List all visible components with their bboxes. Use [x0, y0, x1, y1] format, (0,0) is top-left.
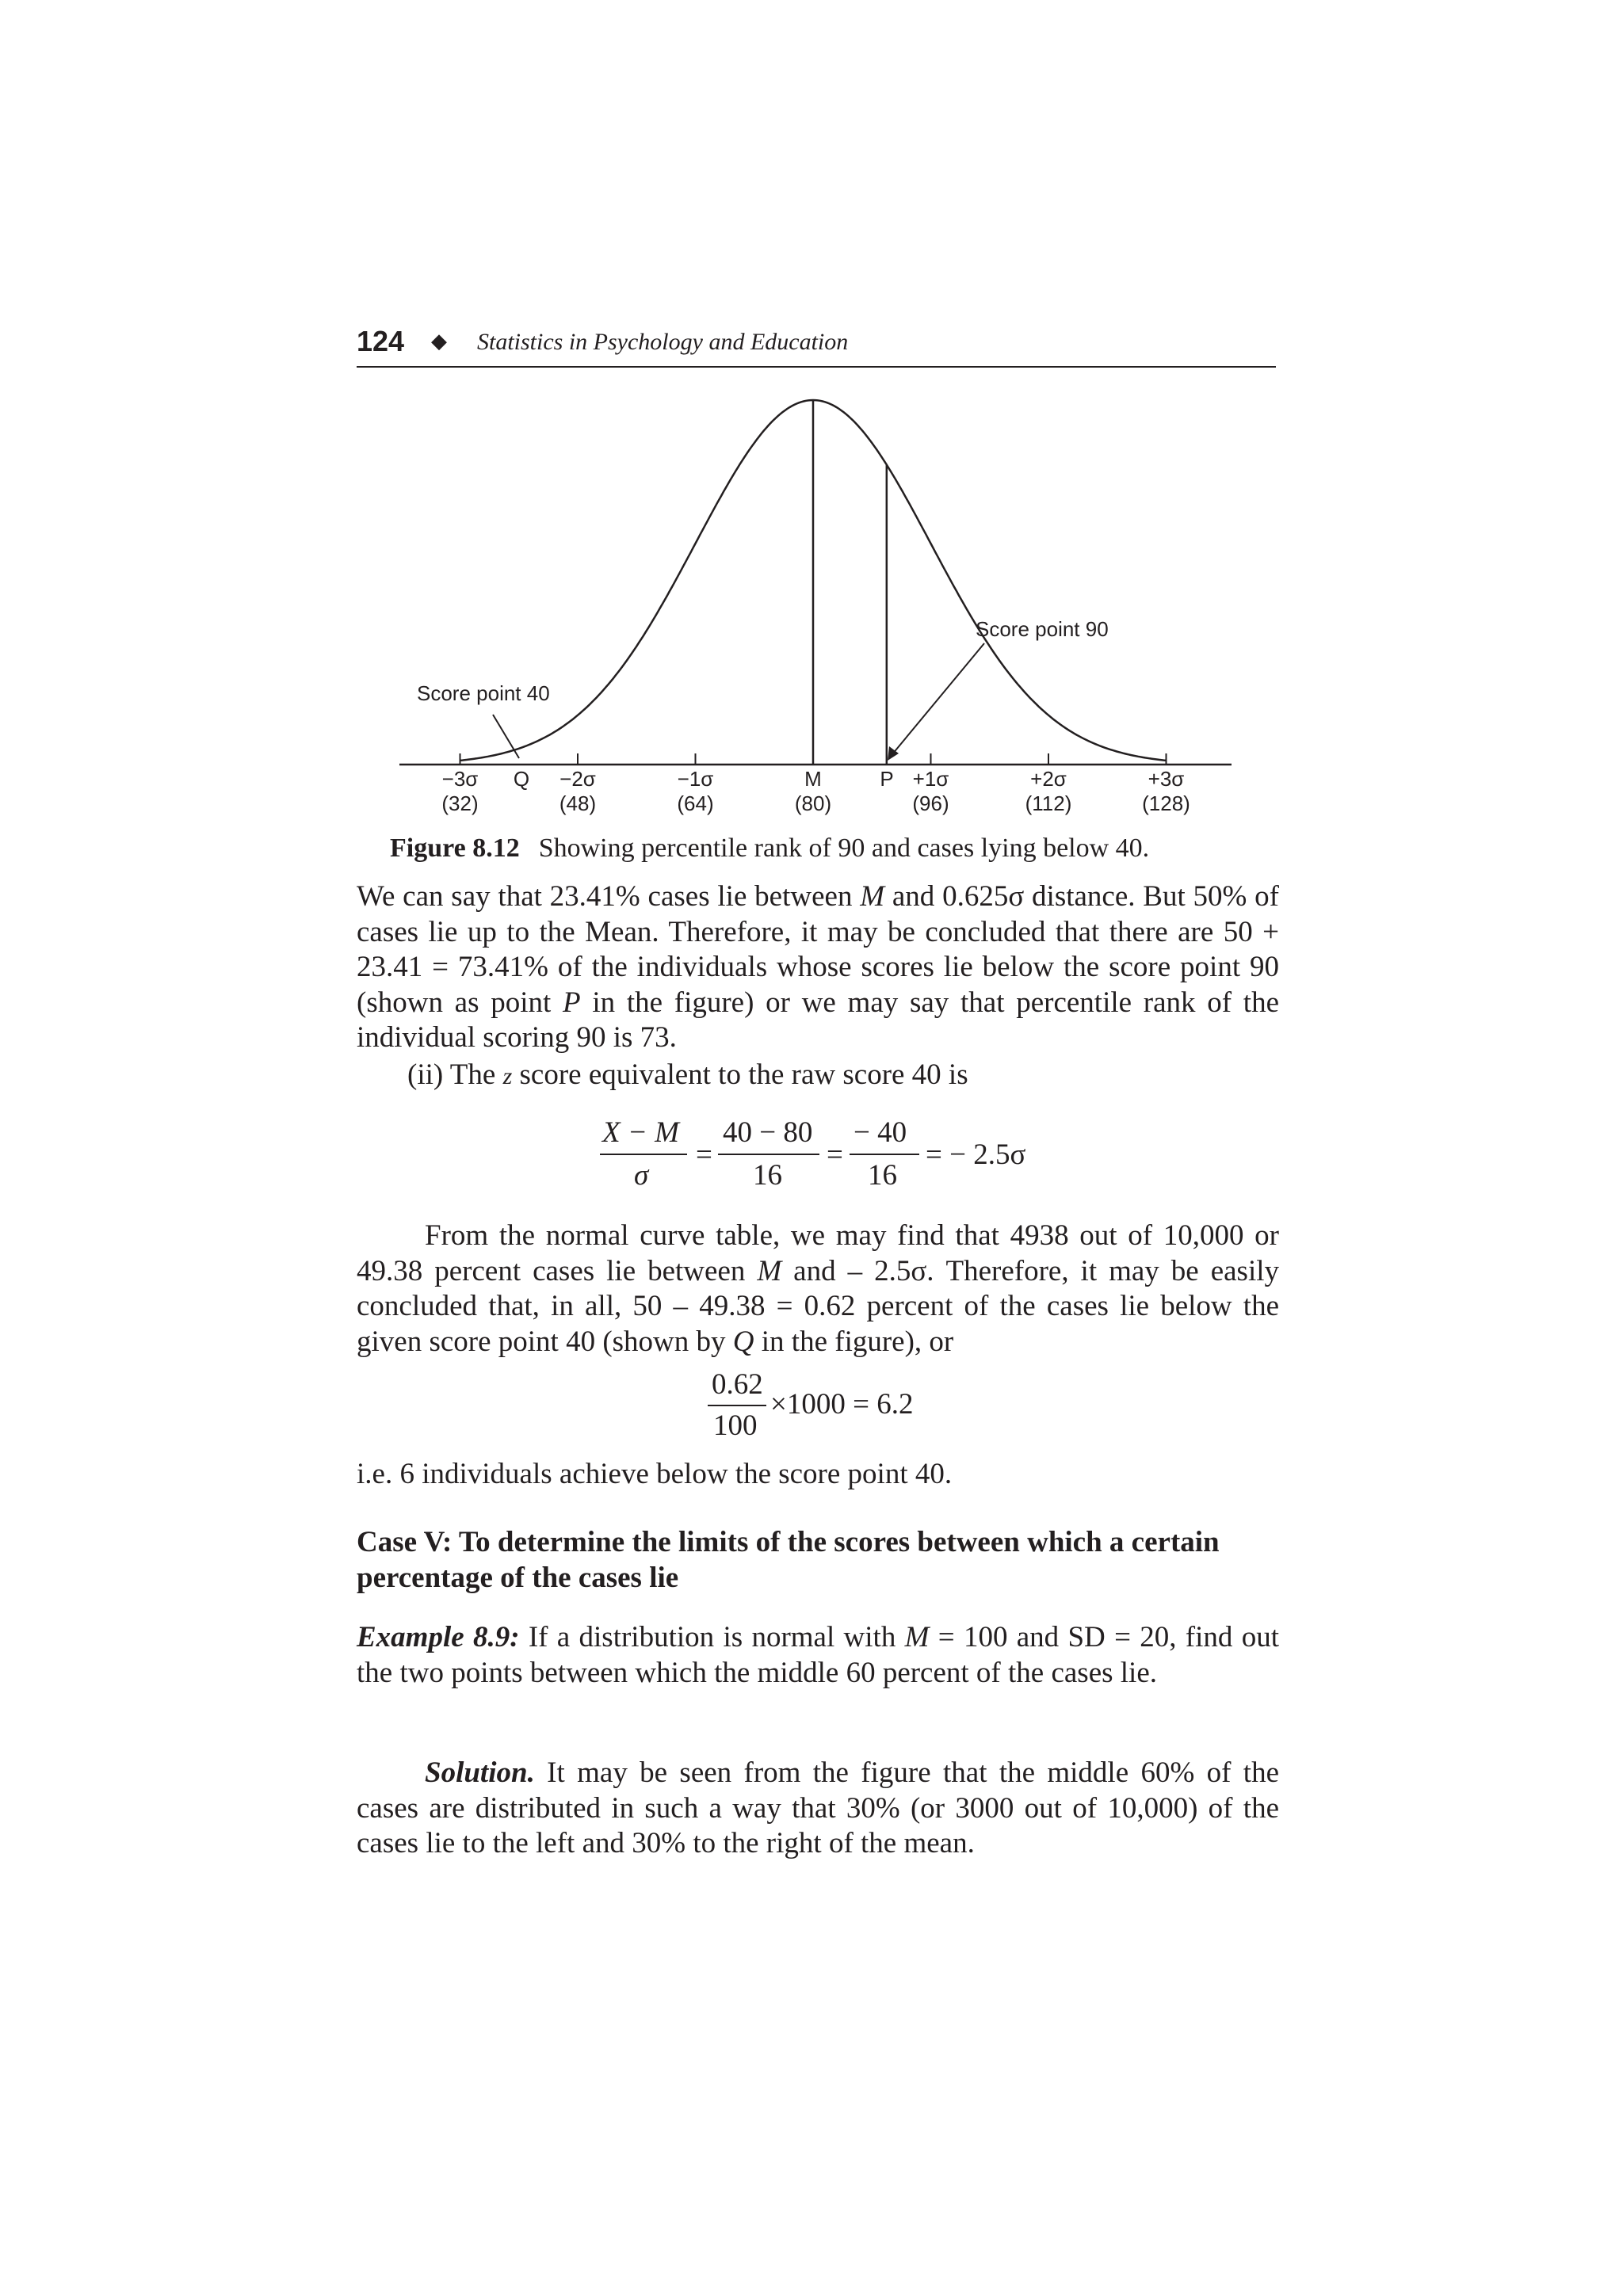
fraction-bar [708, 1405, 766, 1406]
text-run: = 100 and SD = 20, find out the two points between which the middle 60 percent of the cases lie. [357, 1621, 1279, 1689]
equals-sign: = [827, 1138, 843, 1171]
tick-label-sigma: +3σ [1148, 767, 1185, 791]
fraction-bar [718, 1154, 819, 1155]
tick-label-score: (128) [1142, 791, 1190, 815]
tick-label-score: (48) [559, 791, 597, 815]
fraction-bar [600, 1154, 687, 1155]
text-run: and – 2.5σ. Therefore, it may be easily concluded that, in all, 50 – 49.38 = 0.62 percent of the cases lie below the given score point 40 (shown by [357, 1254, 1279, 1358]
fraction-denominator: 16 [868, 1159, 897, 1192]
tick-label-score: (64) [677, 791, 714, 815]
paragraph-3: i.e. 6 individuals achieve below the score point 40. [357, 1458, 953, 1490]
solution-label: Solution. [425, 1756, 535, 1789]
fraction-numerator: X − M [602, 1116, 679, 1149]
paragraph-2 [357, 1219, 1279, 1360]
tick-label-sigma: +2σ [1030, 767, 1067, 791]
text-run: and 0.625σ distance. But 50% of cases lie up to the Mean. Therefore, it may be concluded that there are 50 + 23.41 = 73.41% of the individuals whose scores lie below the score point 90 (shown as point [357, 880, 1279, 1019]
text-run: score equivalent to the raw score 40 is [512, 1058, 968, 1091]
tick-label-score: (32) [441, 791, 479, 815]
q-label: Q [513, 767, 530, 791]
equation-result: = − 2.5σ [926, 1138, 1026, 1171]
example-paragraph [357, 1620, 1279, 1691]
p-label: P [880, 767, 894, 791]
fraction-numerator: 0.62 [712, 1368, 763, 1401]
equals-sign: = [696, 1138, 712, 1171]
case-heading: Case V: To determine the limits of the scores between which a certain percentage of the cases lie [357, 1526, 1220, 1594]
fraction-numerator: 40 − 80 [723, 1116, 813, 1149]
fraction-numerator: − 40 [854, 1116, 907, 1149]
fraction-denominator: σ [634, 1159, 649, 1192]
tick-label-sigma: −2σ [559, 767, 596, 791]
text-run: in the figure), or [754, 1325, 954, 1358]
score-point-90-label: Score point 90 [976, 617, 1109, 641]
text-run-italic: Q [732, 1325, 754, 1358]
arrow-p-shaft [892, 643, 984, 754]
tick-label-sigma: −3σ [441, 767, 479, 791]
running-header [357, 325, 1276, 368]
score-point-40-label: Score point 40 [417, 681, 550, 705]
normal-curve-figure [357, 372, 1276, 824]
text-run: If a distribution is normal with [519, 1621, 905, 1653]
tick-label-score: (80) [794, 791, 832, 815]
text-run: in the figure) or we may say that percentile rank of the individual scoring 90 is 73. [357, 986, 1280, 1054]
book-title: Statistics in Psychology and Education [477, 329, 849, 355]
text-run: It may be seen from the figure that the middle 60% of the cases are distributed in such a way that 30% (or 3000 out of 10,000) of the cases lie to the left and 30% to the right of the mean. [357, 1756, 1279, 1859]
fraction-denominator: 100 [713, 1409, 758, 1442]
page-number: 124 [357, 325, 405, 357]
figure-caption [390, 833, 1149, 864]
item-ii [407, 1058, 968, 1092]
tick-label-sigma: −1σ [677, 767, 714, 791]
fraction-denominator: 16 [753, 1159, 782, 1192]
equation-result: ×1000 = 6.2 [770, 1388, 914, 1421]
text-run: We can say that 23.41% cases lie between [357, 880, 861, 913]
text-run-italic: P [563, 986, 581, 1019]
text-run-italic: M [860, 880, 885, 913]
tick-label-sigma: +1σ [912, 767, 949, 791]
example-label: Example 8.9: [357, 1621, 520, 1653]
diamond-icon: ◆ [431, 330, 447, 353]
figure-label: Figure 8.12 [390, 833, 520, 863]
text-run-italic: M [757, 1254, 782, 1287]
paragraph-1 [357, 879, 1279, 1056]
tick-label-score: (112) [1025, 791, 1072, 815]
caption-text: Showing percentile rank of 90 and cases lying below 40. [538, 833, 1150, 863]
solution-paragraph [357, 1756, 1279, 1862]
text-run-italic: z [502, 1063, 513, 1089]
text-run: (ii) The [407, 1058, 503, 1091]
axis-ticks [441, 753, 1190, 815]
tick-label-score: (96) [912, 791, 949, 815]
text-run-italic: M [904, 1621, 930, 1653]
text-run: From the normal curve table, we may find that 4938 out of 10,000 or 49.38 percent cases lie between [357, 1219, 1279, 1287]
fraction-bar [850, 1154, 919, 1155]
tick-label-sigma: M [804, 767, 822, 791]
